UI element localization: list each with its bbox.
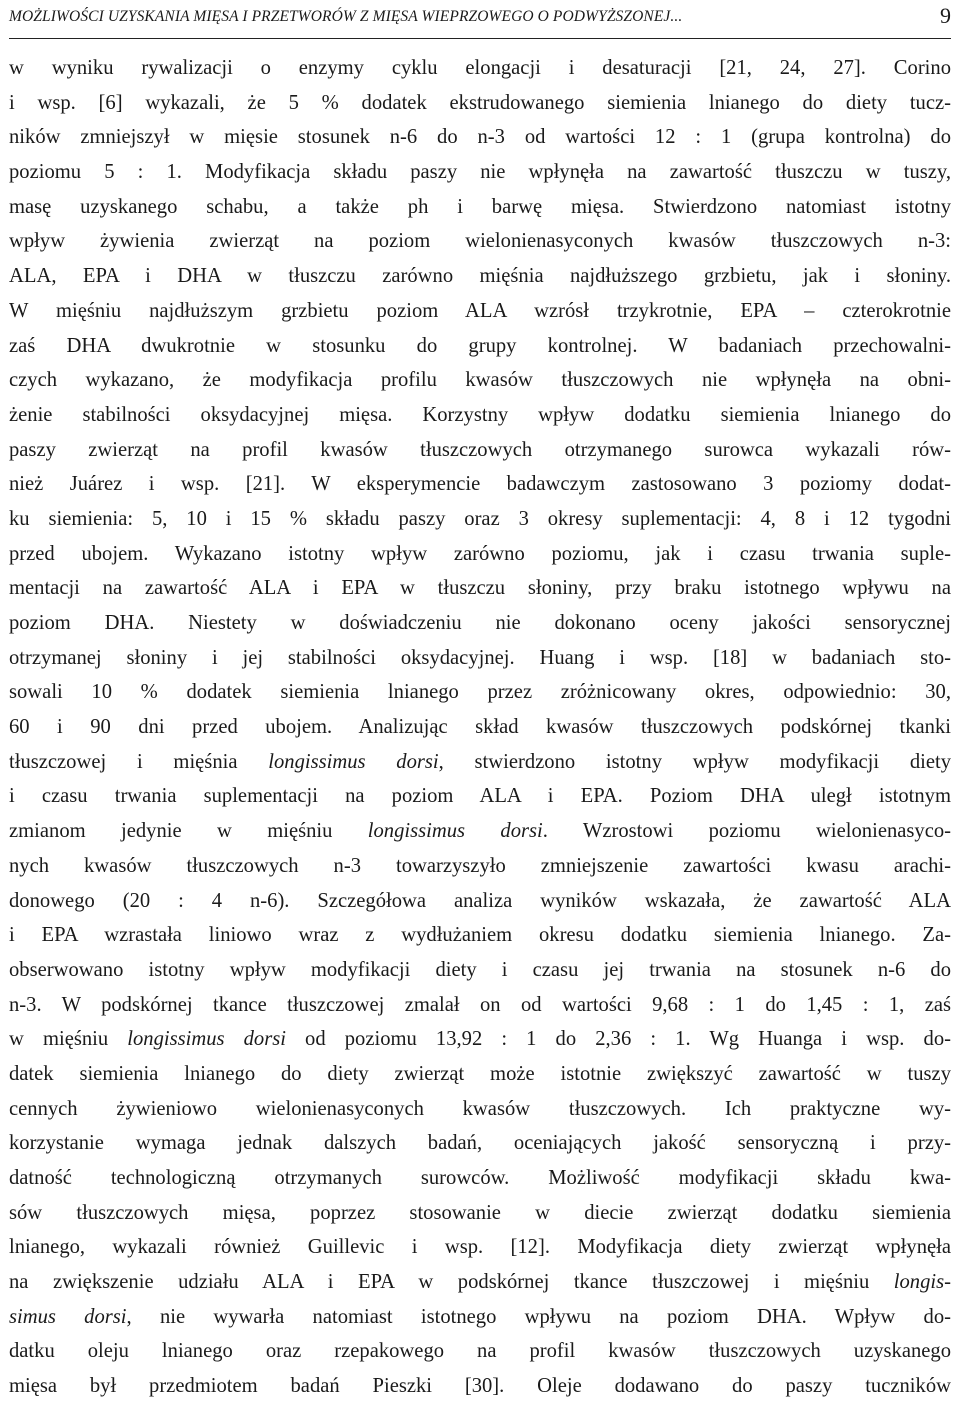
running-header (9, 0, 951, 39)
text-line: w wyniku rywalizacji o enzymy cyklu elongacji i desaturacji [21, 24, 27]. Corino (9, 57, 951, 79)
text-line: i czasu trwania suplementacji na poziom ALA i EPA. Poziom DHA uległ istotnym (9, 785, 951, 808)
text-line: i EPA wzrastała liniowo wraz z wydłużaniem okresu dodatku siemienia lnianego. Za- (9, 924, 951, 947)
text-line: paszy zwierząt na profil kwasów tłuszczowych otrzymanego surowca wykazali rów- (9, 438, 951, 461)
text-line: przed ubojem. Wykazano istotny wpływ zarówno poziomu, jak i czasu trwania suple- (9, 542, 951, 565)
text-line: obserwowano istotny wpływ modyfikacji diety i czasu jej trwania na stosunek n-6 do (9, 958, 951, 981)
italic-term: simus dorsi (9, 1305, 127, 1328)
text-line: korzystanie wymaga jednak dalszych badań, oceniających jakość sensoryczną i przy- (9, 1132, 951, 1155)
text-line: tłuszczowej i mięśnia longissimus dorsi, stwierdzono istotny wpływ modyfikacji diety (9, 750, 952, 773)
text-line: poziom DHA. Niestety w doświadczeniu nie dokonano oceny jakości sensorycznej (9, 612, 951, 634)
text-line: simus dorsi, nie wywarła natomiast istotnego wpływu na poziom DHA. Wpływ do- (9, 1305, 951, 1328)
text-line: datek siemienia lnianego do diety zwierząt może istotnie zwiększyć zawartość w tuszy (9, 1062, 951, 1085)
text-line: nych kwasów tłuszczowych n-3 towarzyszyło zmniejszenie zawartości kwasu arachi- (9, 854, 951, 877)
text-line: ku siemienia: 5, 10 i 15 % składu paszy oraz 3 okresy suplementacji: 4, 8 i 12 tygodni (9, 507, 951, 530)
text-line: ALA, EPA i DHA w tłuszczu zarówno mięśnia najdłuższego grzbietu, jak i słoniny. (9, 265, 951, 288)
body-paragraph (9, 51, 951, 1404)
italic-term: longis- (893, 1271, 951, 1294)
italic-term: longissimus dorsi (127, 1028, 286, 1051)
text-line: na zwiększenie udziału ALA i EPA w podskórnej tkance tłuszczowej i mięśniu longis- (9, 1271, 951, 1294)
text-line: i wsp. [6] wykazali, że 5 % dodatek ekstrudowanego siemienia lnianego do diety tucz- (9, 91, 951, 114)
text-line: datku oleju lnianego oraz rzepakowego na profil kwasów tłuszczowych uzyskanego (9, 1340, 951, 1363)
text-line: mentacji na zawartość ALA i EPA w tłuszczu słoniny, przy braku istotnego wpływu na (9, 577, 951, 600)
text-line: W mięśniu najdłuższym grzbietu poziom ALA wzrósł trzykrotnie, EPA – czterokrotnie (9, 299, 951, 322)
text-line: ników zmniejszył w mięsie stosunek n-6 do n-3 od wartości 12 : 1 (grupa kontrolna) do (9, 126, 951, 149)
italic-term: longissimus dorsi (268, 750, 439, 773)
text-line: n-3. W podskórnej tkance tłuszczowej zmalał on od wartości 9,68 : 1 do 1,45 : 1, zaś (9, 993, 951, 1016)
text-line: otrzymanej słoniny i jej stabilności oksydacyjnej. Huang i wsp. [18] w badaniach sto- (9, 646, 951, 669)
text-line: sów tłuszczowych mięsa, poprzez stosowanie w diecie zwierząt dodatku siemienia (9, 1201, 951, 1224)
italic-term: longissimus dorsi (367, 820, 543, 843)
text-line: lnianego, wykazali również Guillevic i wsp. [12]. Modyfikacja diety zwierząt wpłynęła (9, 1236, 951, 1259)
text-line: czych wykazano, że modyfikacja profilu kwasów tłuszczowych nie wpłynęła na obni- (9, 369, 951, 392)
text-line: donowego (20 : 4 n-6). Szczegółowa analiza wyników wskazała, że zawartość ALA (9, 889, 951, 912)
page-number: 9 (940, 3, 951, 28)
text-line: sowali 10 % dodatek siemienia lnianego przez zróżnicowany okres, odpowiednio: 30, (9, 681, 951, 704)
text-line: poziomu 5 : 1. Modyfikacja składu paszy nie wpłynęła na zawartość tłuszczu w tuszy, (9, 161, 951, 184)
document-page (9, 0, 952, 1398)
text-line: żenie stabilności oksydacyjnej mięsa. Korzystny wpływ dodatku siemienia lnianego do (9, 403, 951, 426)
text-line: wpływ żywienia zwierząt na poziom wielonienasyconych kwasów tłuszczowych n-3: (9, 230, 951, 253)
header-title: MOŻLIWOŚCI UZYSKANIA MIĘSA I PRZETWORÓW Z MIĘSA WIEPRZOWEGO O PODWYŻSZONEJ... (9, 8, 683, 25)
text-line: masę uzyskanego schabu, a także ph i barwę mięsa. Stwierdzono natomiast istotny (9, 195, 951, 218)
text-line: cennych żywieniowo wielonienasyconych kwasów tłuszczowych. Ich praktyczne wy- (9, 1097, 951, 1120)
text-line: nież Juárez i wsp. [21]. W eksperymencie badawczym zastosowano 3 poziomy dodat- (9, 473, 951, 496)
text-line: zaś DHA dwukrotnie w stosunku do grupy kontrolnej. W badaniach przechowalni- (9, 334, 951, 357)
text-line: zmianom jedynie w mięśniu longissimus dorsi. Wzrostowi poziomu wielonienasyco- (9, 820, 952, 843)
text-line: 60 i 90 dni przed ubojem. Analizując skład kwasów tłuszczowych podskórnej tkanki (9, 716, 951, 739)
text-line: datność technologiczną otrzymanych surowców. Możliwość modyfikacji składu kwa- (9, 1167, 951, 1189)
text-line: w mięśniu longissimus dorsi od poziomu 13,92 : 1 do 2,36 : 1. Wg Huanga i wsp. do- (9, 1028, 951, 1051)
text-line: mięsa był przedmiotem badań Pieszki [30]. Oleje dodawano do paszy tuczników (9, 1375, 951, 1398)
